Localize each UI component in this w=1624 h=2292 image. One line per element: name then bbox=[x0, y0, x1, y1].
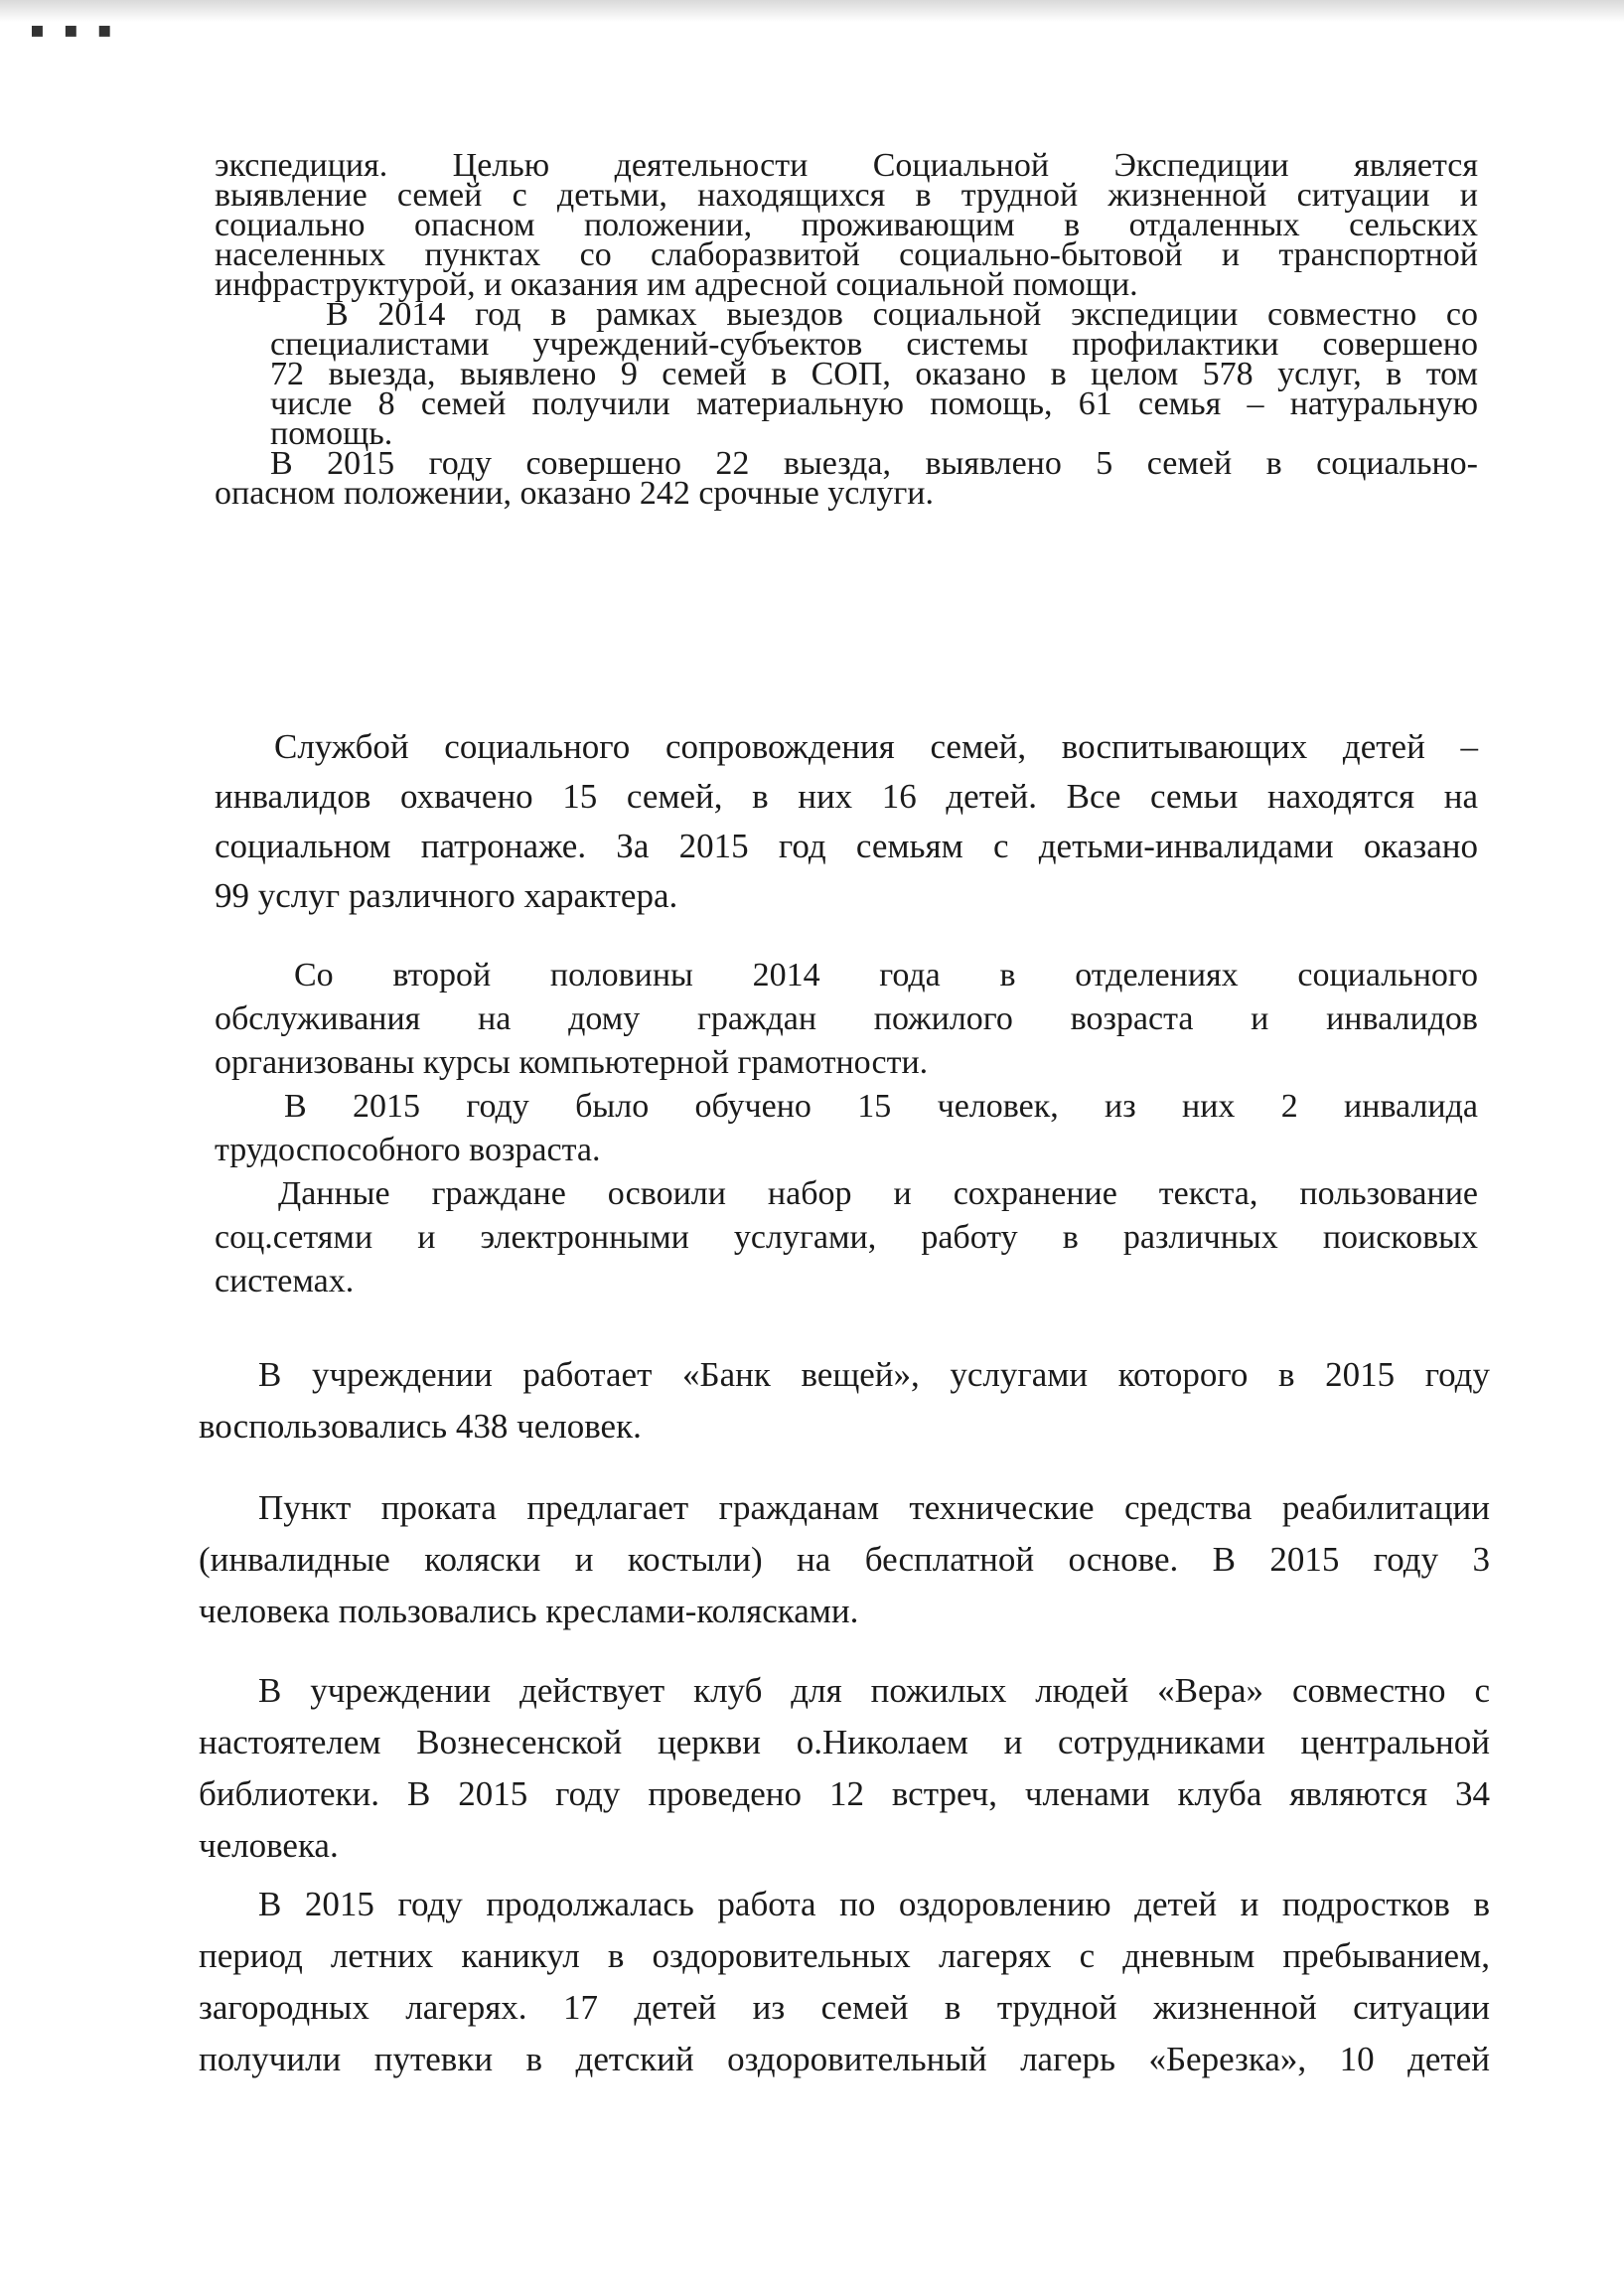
text-line: соц.сетями и электронными услугами, работу в различных поисковых bbox=[215, 1219, 1478, 1256]
section-social-expedition bbox=[215, 147, 1478, 512]
text-line: Пункт проката предлагает гражданам технические средства реабилитации bbox=[258, 1488, 1490, 1527]
text-line: 72 выезда, выявлено 9 семей в СОП, оказано в целом 578 услуг, в том bbox=[270, 356, 1478, 392]
text-line: получили путевки в детский оздоровительный лагерь «Березка», 10 детей bbox=[199, 2040, 1490, 2078]
section-support-service bbox=[215, 722, 1478, 921]
text-line: Службой социального сопровождения семей, воспитывающих детей – bbox=[274, 727, 1478, 766]
paragraph-expedition-2015 bbox=[215, 445, 1478, 512]
text-line: В 2015 году продолжалась работа по оздоровлению детей и подростков в bbox=[258, 1885, 1490, 1923]
paragraph-courses-2015 bbox=[215, 1085, 1478, 1172]
text-line: обслуживания на дому граждан пожилого возраста и инвалидов bbox=[215, 1000, 1478, 1037]
text-line: инвалидов охвачено 15 семей, в них 16 детей. Все семьи находятся на bbox=[215, 777, 1478, 816]
text-line: экспедиция. Целью деятельности Социальной Экспедиции является bbox=[215, 147, 1478, 184]
text-line: Данные граждане освоили набор и сохранение текста, пользование bbox=[278, 1175, 1478, 1212]
text-line: инфраструктурой, и оказания им адресной социальной помощи. bbox=[215, 266, 1138, 303]
text-line: воспользовались 438 человек. bbox=[199, 1407, 642, 1446]
text-line: период летних каникул в оздоровительных лагерях с дневным пребыванием, bbox=[199, 1936, 1490, 1975]
text-line: 99 услуг различного характера. bbox=[215, 876, 678, 915]
text-line: В 2015 году было обучено 15 человек, из них 2 инвалида bbox=[284, 1088, 1478, 1125]
text-line: социальном патронаже. За 2015 год семьям с детьми-инвалидами оказано bbox=[215, 827, 1478, 865]
text-line: В учреждении работает «Банк вещей», услугами которого в 2015 году bbox=[258, 1355, 1490, 1394]
text-line: специалистами учреждений-субъектов системы профилактики совершено bbox=[270, 326, 1478, 363]
section-rental-point bbox=[199, 1482, 1490, 1637]
section-health-camps bbox=[199, 1879, 1490, 2085]
text-line: системах. bbox=[215, 1263, 355, 1299]
text-line: выявление семей с детьми, находящихся в трудной жизненной ситуации и bbox=[215, 177, 1478, 214]
text-line: социально опасном положении, проживающим в отдаленных сельских bbox=[215, 207, 1478, 243]
text-line: населенных пунктах со слаборазвитой социально-бытовой и транспортной bbox=[215, 236, 1478, 273]
text-line: настоятелем Вознесенской церкви о.Николаем и сотрудниками центральной bbox=[199, 1723, 1490, 1761]
text-line: опасном положении, оказано 242 срочные услуги. bbox=[215, 475, 934, 512]
text-line: человека. bbox=[199, 1826, 339, 1865]
text-line: библиотеки. В 2015 году проведено 12 встреч, членами клуба являются 34 bbox=[199, 1774, 1490, 1813]
text-line: человека пользовались креслами-колясками. bbox=[199, 1592, 859, 1630]
text-line: трудоспособного возраста. bbox=[215, 1132, 601, 1168]
text-line: В 2014 год в рамках выездов социальной экспедиции совместно со bbox=[326, 296, 1478, 333]
text-line: (инвалидные коляски и костыли) на бесплатной основе. В 2015 году 3 bbox=[199, 1540, 1490, 1579]
paragraph-courses-intro bbox=[215, 954, 1478, 1085]
text-line: В учреждении действует клуб для пожилых людей «Вера» совместно с bbox=[258, 1671, 1490, 1710]
text-line: загородных лагерях. 17 детей из семей в трудной жизненной ситуации bbox=[199, 1988, 1490, 2027]
text-line: Со второй половины 2014 года в отделениях социального bbox=[294, 957, 1478, 993]
paragraph-courses-skills bbox=[215, 1172, 1478, 1303]
paragraph-expedition-goal bbox=[215, 147, 1478, 303]
scan-specks: ▪ ▪ ▪ bbox=[30, 18, 118, 43]
section-things-bank bbox=[199, 1349, 1490, 1452]
text-line: В 2015 году совершено 22 выезда, выявлено 5 семей в социально- bbox=[270, 445, 1478, 482]
section-club-vera bbox=[199, 1665, 1490, 1872]
text-line: числе 8 семей получили материальную помощь, 61 семья – натуральную bbox=[270, 385, 1478, 422]
paragraph-expedition-2014 bbox=[215, 296, 1478, 452]
section-computer-courses bbox=[215, 954, 1478, 1303]
text-line: помощь. bbox=[270, 415, 393, 452]
text-line: организованы курсы компьютерной грамотности. bbox=[215, 1044, 929, 1081]
